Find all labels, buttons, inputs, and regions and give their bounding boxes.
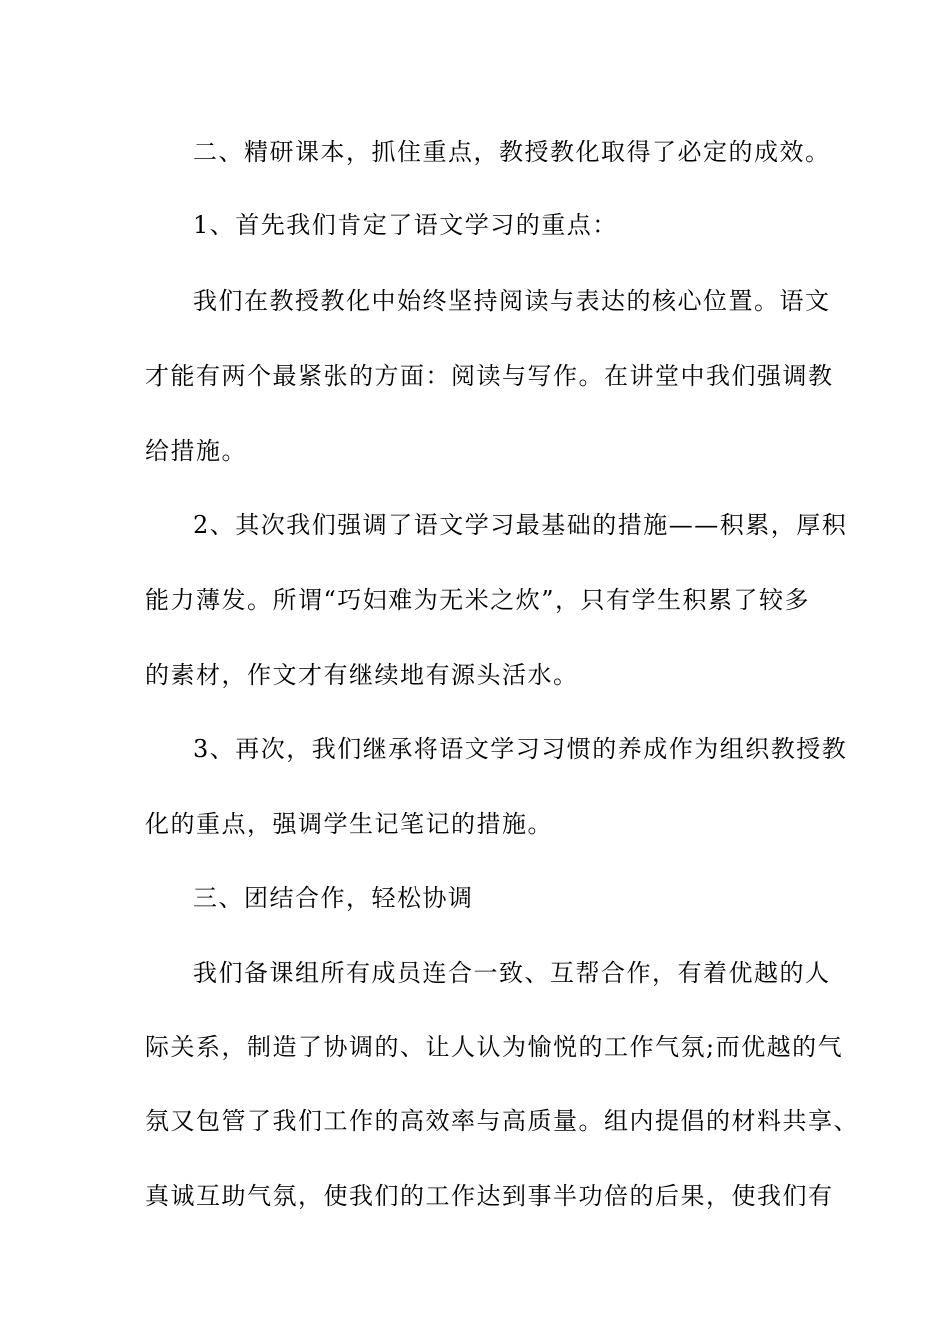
paragraph-line: 3、再次，我们继承将语文学习习惯的养成作为组织教授教 <box>193 735 848 763</box>
paragraph-line: 能力薄发。所谓“巧妇难为无米之炊”，只有学生积累了较多 <box>145 586 811 614</box>
paragraph-line: 际关系，制造了协调的、让人认为愉悦的工作气氛;而优越的气 <box>145 1033 844 1061</box>
paragraph-line: 氛又包管了我们工作的高效率与高质量。组内提倡的材料共享、 <box>145 1107 859 1135</box>
paragraph-line: 我们在教授教化中始终坚持阅读与表达的核心位置。语文 <box>193 287 831 315</box>
paragraph-line: 我们备课组所有成员连合一致、互帮合作，有着优越的人 <box>193 959 831 987</box>
section-heading-3: 三、团结合作，轻松协调 <box>193 884 474 912</box>
section-heading-2: 二、精研课本，抓住重点，教授教化取得了必定的成效。 <box>193 138 831 166</box>
paragraph-line: 1、首先我们肯定了语文学习的重点： <box>193 211 618 239</box>
paragraph-line: 的素材，作文才有继续地有源头活水。 <box>145 661 579 689</box>
paragraph-line: 才能有两个最紧张的方面：阅读与写作。在讲堂中我们强调教 <box>145 362 834 390</box>
paragraph-line: 2、其次我们强调了语文学习最基础的措施——积累，厚积 <box>193 511 848 539</box>
paragraph-line: 给措施。 <box>145 437 247 465</box>
paragraph-line: 化的重点，强调学生记笔记的措施。 <box>145 810 553 838</box>
paragraph-line: 真诚互助气氛，使我们的工作达到事半功倍的后果，使我们有 <box>145 1182 834 1210</box>
